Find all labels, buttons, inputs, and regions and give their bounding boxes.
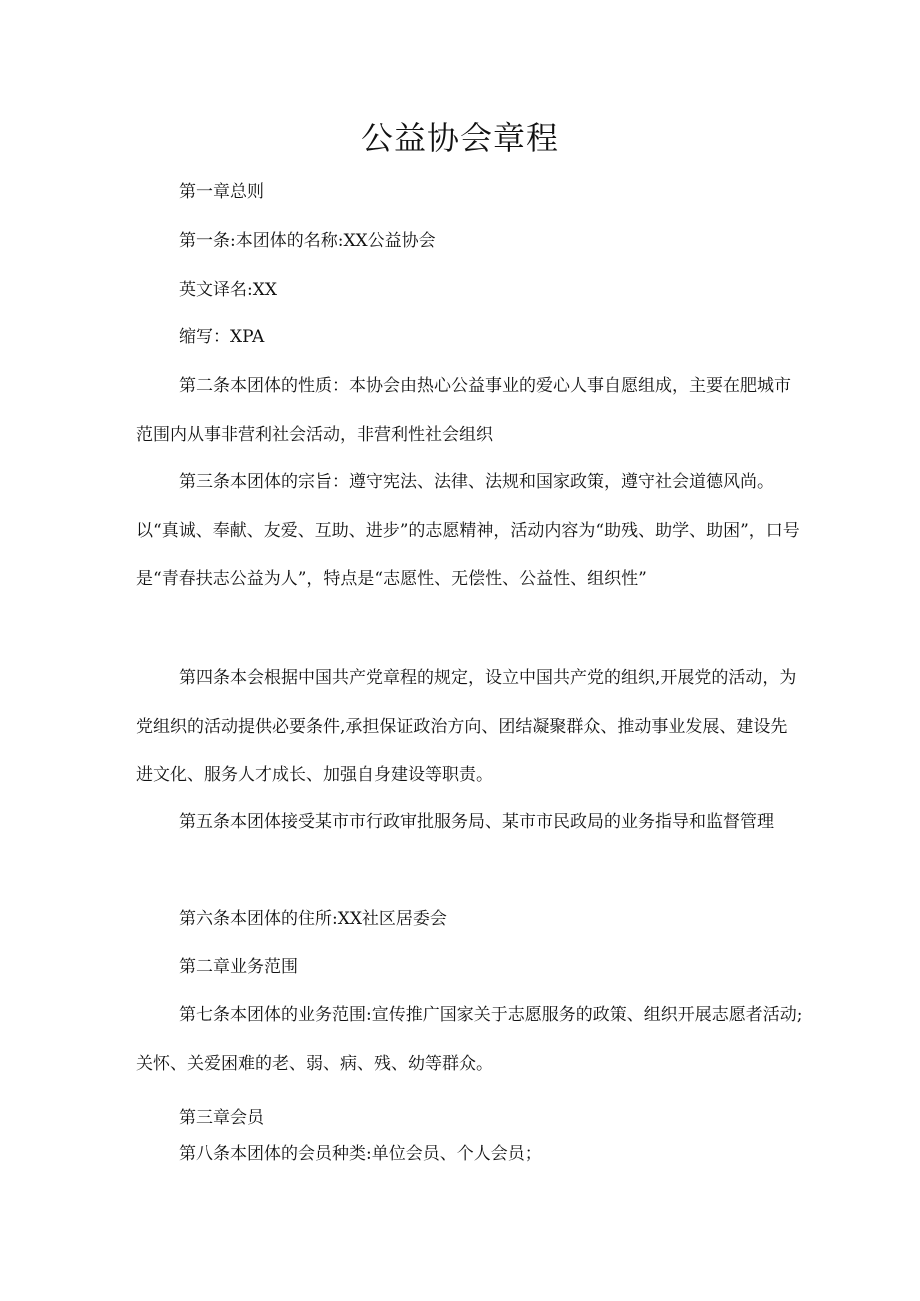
- article-5-supervision: 第五条本团体接受某市市行政审批服务局、某市市民政局的业务指导和监督管理: [179, 812, 774, 832]
- chapter-2-heading: 第二章业务范围: [179, 957, 298, 977]
- document-title: 公益协会章程: [360, 119, 559, 157]
- article-3-purpose: 第三条本团体的宗旨：遵守宪法、法律、法规和国家政策，遵守社会道德风尚。以“真诚、奉献、友爱、互助、进步”的志愿精神，活动内容为“助残、助学、助困”，口号是“青春扶志公益为人”，特点是“志愿性、无偿性、公益性、组织性”: [136, 472, 800, 589]
- article-4-party: 第四条本会根据中国共产党章程的规定，设立中国共产党的组织,开展党的活动，为党组织的活动提供必要条件,承担保证政治方向、团结凝聚群众、推动事业发展、建设先进文化、服务人才成长、加强自身建设等职责。: [136, 668, 797, 785]
- english-name: 英文译名:XX: [179, 280, 277, 300]
- article-6-address: 第六条本团体的住所:XX社区居委会: [179, 909, 447, 929]
- chapter-1-heading: 第一章总则: [179, 182, 264, 202]
- article-7-scope: 第七条本团体的业务范围:宣传推广国家关于志愿服务的政策、组织开展志愿者活动;关怀、关爱困难的老、弱、病、残、幼等群众。: [136, 1005, 803, 1074]
- abbreviation: 缩写：XPA: [179, 327, 265, 347]
- chapter-3-heading: 第三章会员: [179, 1108, 264, 1128]
- article-2-nature: 第二条本团体的性质：本协会由热心公益事业的爱心人事自愿组成，主要在肥城市范围内从事非营利社会活动，非营利性社会组织: [136, 376, 791, 445]
- article-1-name: 第一条:本团体的名称:XX公益协会: [179, 231, 436, 251]
- article-8-membership: 第八条本团体的会员种类:单位会员、个人会员；: [179, 1144, 542, 1164]
